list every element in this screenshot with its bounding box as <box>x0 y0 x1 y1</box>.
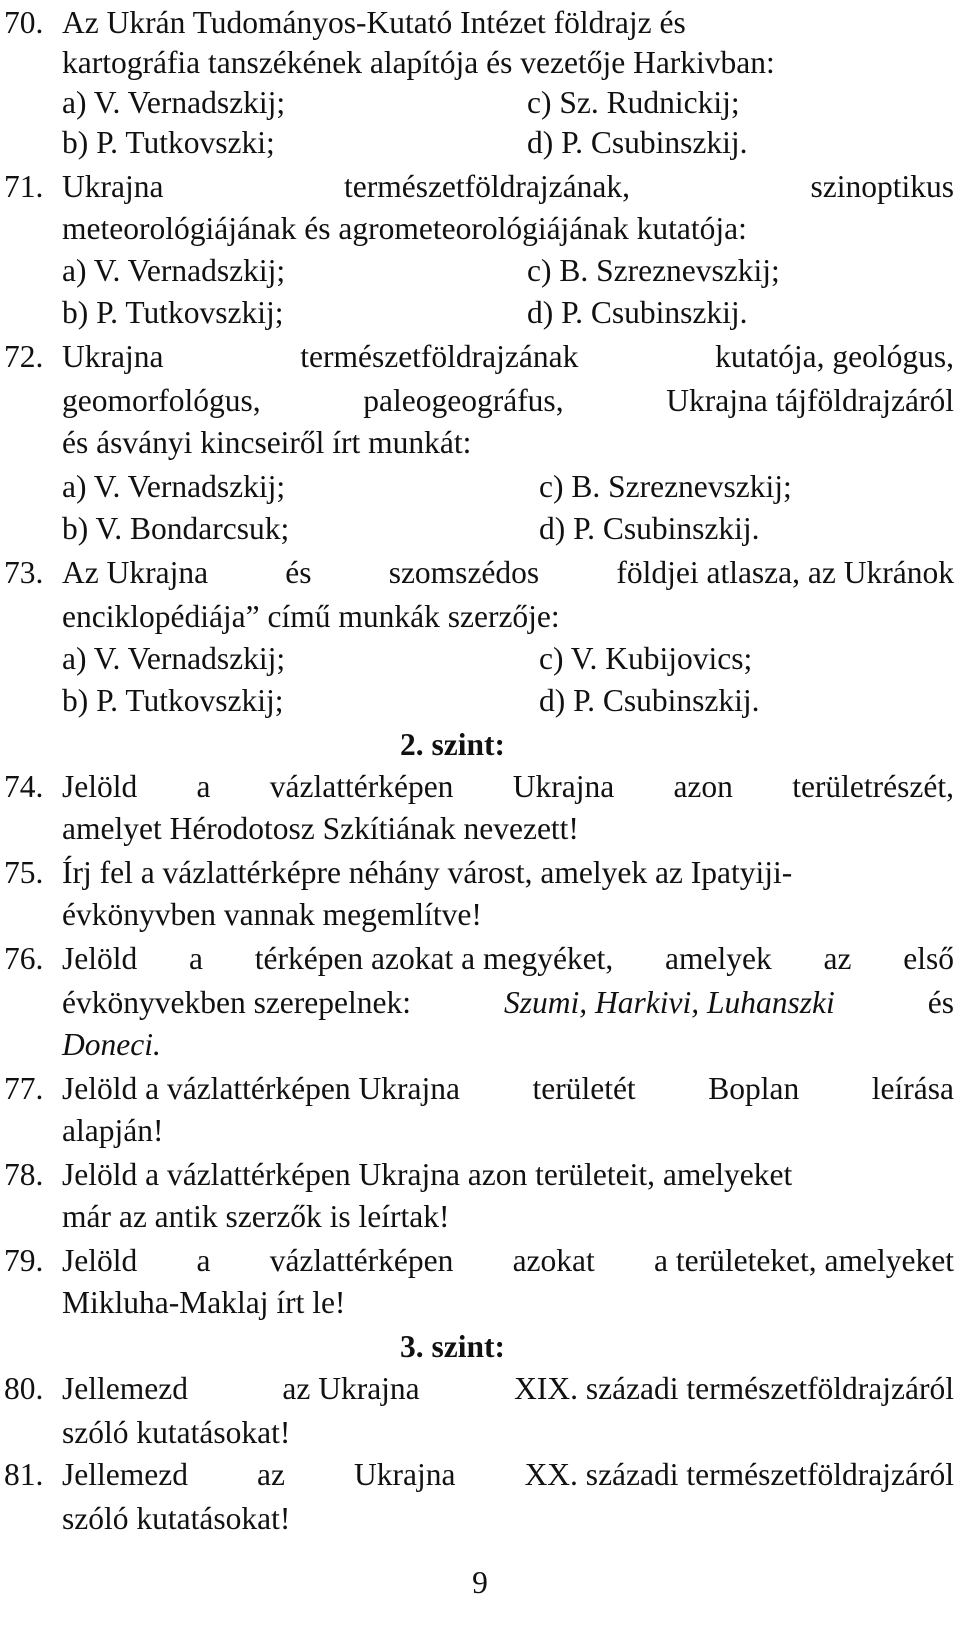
word: Ukrajna <box>354 1457 456 1492</box>
word: Ukrajna <box>62 339 164 374</box>
word: XX. századi természetföldrajzáról <box>524 1457 954 1492</box>
question-70-options-bd <box>4 120 954 166</box>
word: amelyek <box>665 941 772 976</box>
question-76-line-3 <box>4 1022 954 1068</box>
word: a területeket, amelyeket <box>654 1243 954 1278</box>
question-73-line-1 <box>4 550 954 596</box>
question-text-justified <box>62 334 954 380</box>
question-text: enciklopédiája” című munkák szerzője: <box>62 599 560 634</box>
word: geomorfológus, <box>62 383 261 418</box>
question-number: 74. <box>4 769 44 804</box>
option-d: d) P. Csubinszkij. <box>527 125 748 160</box>
question-text-justified <box>62 1366 954 1412</box>
option-c: c) B. Szreznevszkij; <box>527 253 780 288</box>
word: azon <box>673 769 733 804</box>
question-text-justified <box>62 550 954 596</box>
option-a: a) V. Vernadszkij; <box>62 85 286 120</box>
option-d: d) P. Csubinszkij. <box>539 683 760 718</box>
question-text: meteorológiájának és agrometeorológiájának kutatója: <box>62 211 747 246</box>
question-text-justified <box>62 1452 954 1498</box>
question-number: 78. <box>4 1157 44 1192</box>
word: az <box>823 941 852 976</box>
question-74-line-1 <box>4 764 954 810</box>
question-text-justified <box>62 164 954 210</box>
question-73-options-ac <box>4 636 954 682</box>
question-text-justified <box>62 1238 954 1284</box>
level-2-heading-row <box>4 722 954 768</box>
question-text: Az Ukrán Tudományos-Kutató Intézet földrajz és <box>62 5 686 40</box>
word: paleogeográfus, <box>363 383 564 418</box>
question-number: 76. <box>4 941 44 976</box>
word: azokat <box>512 1243 595 1278</box>
word: vázlattérképen <box>269 1243 454 1278</box>
word: kutatója, geológus, <box>715 339 954 374</box>
option-b: b) V. Bondarcsuk; <box>62 511 290 546</box>
question-text: alapján! <box>62 1113 164 1148</box>
question-text: Írj fel a vázlattérképre néhány várost, amelyek az Ipatyiji- <box>62 855 793 890</box>
word: területrészét, <box>792 769 954 804</box>
option-b: b) P. Tutkovszkij; <box>62 295 284 330</box>
county-list: Szumi, Harkivi, Luhanszki <box>503 985 835 1020</box>
word: és <box>927 985 954 1020</box>
word: XIX. századi természetföldrajzáról <box>514 1371 954 1406</box>
word: földjei atlasza, az Ukránok <box>616 555 954 590</box>
question-text-justified <box>62 1066 954 1112</box>
question-text: és ásványi kincseiről írt munkát: <box>62 425 472 460</box>
option-d: d) P. Csubinszkij. <box>539 511 760 546</box>
question-81-line-1 <box>4 1452 954 1498</box>
question-79-line-1 <box>4 1238 954 1284</box>
word: Boplan <box>708 1071 800 1106</box>
question-text: szóló kutatásokat! <box>62 1501 291 1536</box>
word: Jellemezd <box>62 1371 188 1406</box>
question-75-line-2 <box>4 892 954 938</box>
level-heading: 3. szint: <box>400 1329 505 1364</box>
option-b: b) P. Tutkovszkij; <box>62 683 284 718</box>
word: az <box>257 1457 285 1492</box>
level-3-heading-row <box>4 1324 954 1370</box>
text-segment: évkönyvekben szerepelnek: <box>62 985 411 1020</box>
word: a <box>189 941 203 976</box>
level-heading: 2. szint: <box>400 727 505 762</box>
option-a: a) V. Vernadszkij; <box>62 253 286 288</box>
word: szomszédos <box>388 555 540 590</box>
question-71-line-1 <box>4 164 954 210</box>
option-d: d) P. Csubinszkij. <box>527 295 748 330</box>
question-number: 71. <box>4 169 44 204</box>
word: Jelöld <box>62 941 138 976</box>
question-76-line-2 <box>4 980 954 1026</box>
option-b: b) P. Tutkovszki; <box>62 125 275 160</box>
option-c: c) Sz. Rudnickij; <box>527 85 740 120</box>
question-number: 79. <box>4 1243 44 1278</box>
word: vázlattérképen <box>269 769 454 804</box>
word: szinoptikus <box>810 169 954 204</box>
question-text-justified <box>62 936 954 982</box>
word: területét <box>532 1071 636 1106</box>
question-71-line-2 <box>4 206 954 252</box>
question-71-options-ac <box>4 248 954 294</box>
word: első <box>903 941 954 976</box>
page-number: 9 <box>472 1565 488 1600</box>
question-71-options-bd <box>4 290 954 336</box>
question-number: 72. <box>4 339 44 374</box>
word: Jelöld a vázlattérképen Ukrajna <box>62 1071 460 1106</box>
question-72-options-bd <box>4 506 954 552</box>
option-a: a) V. Vernadszkij; <box>62 641 286 676</box>
question-80-line-2 <box>4 1410 954 1456</box>
word: Az Ukrajna <box>62 555 209 590</box>
question-text: amelyet Hérodotosz Szkítiának nevezett! <box>62 811 579 846</box>
word: és <box>285 555 312 590</box>
word: természetföldrajzának <box>300 339 579 374</box>
word: a <box>196 769 211 804</box>
question-text: szóló kutatásokat! <box>62 1415 291 1450</box>
question-text: Mikluha-Maklaj írt le! <box>62 1285 346 1320</box>
question-number: 77. <box>4 1071 44 1106</box>
word: az Ukrajna <box>282 1371 420 1406</box>
question-text: kartográfia tanszékének alapítója és vezetője Harkivban: <box>62 45 775 80</box>
word: a <box>196 1243 211 1278</box>
word: leírása <box>871 1071 954 1106</box>
word: Jellemezd <box>62 1457 188 1492</box>
question-78-line-1 <box>4 1152 954 1198</box>
question-77-line-2 <box>4 1108 954 1154</box>
question-number: 70. <box>4 5 44 40</box>
question-text-justified <box>62 378 954 424</box>
question-77-line-1 <box>4 1066 954 1112</box>
word: Ukrajna <box>62 169 164 204</box>
word: Jelöld <box>62 1243 138 1278</box>
word: Jelöld <box>62 769 138 804</box>
question-number: 80. <box>4 1371 44 1406</box>
question-74-line-2 <box>4 806 954 852</box>
word: térképen azokat a megyéket, <box>254 941 614 976</box>
question-text-justified <box>62 764 954 810</box>
question-text: már az antik szerzők is leírtak! <box>62 1199 450 1234</box>
county-name: Doneci. <box>62 1027 161 1062</box>
question-number: 81. <box>4 1457 44 1492</box>
question-79-line-2 <box>4 1280 954 1326</box>
question-72-line-1 <box>4 334 954 380</box>
word: Ukrajna <box>512 769 615 804</box>
question-73-options-bd <box>4 678 954 724</box>
question-78-line-2 <box>4 1194 954 1240</box>
question-number: 73. <box>4 555 44 590</box>
option-a: a) V. Vernadszkij; <box>62 469 286 504</box>
question-text-justified <box>62 980 954 1026</box>
question-80-line-1 <box>4 1366 954 1412</box>
question-72-options-ac <box>4 464 954 510</box>
word: Ukrajna tájföldrajzáról <box>666 383 954 418</box>
question-76-line-1 <box>4 936 954 982</box>
question-81-line-2 <box>4 1496 954 1542</box>
question-text: Jelöld a vázlattérképen Ukrajna azon területeit, amelyeket <box>62 1157 793 1192</box>
question-72-line-2 <box>4 378 954 424</box>
option-c: c) B. Szreznevszkij; <box>539 469 792 504</box>
question-72-line-3 <box>4 420 954 466</box>
question-73-line-2 <box>4 594 954 640</box>
question-75-line-1 <box>4 850 954 896</box>
option-c: c) V. Kubijovics; <box>539 641 753 676</box>
question-number: 75. <box>4 855 44 890</box>
word: természetföldrajzának, <box>343 169 630 204</box>
question-text: évkönyvben vannak megemlítve! <box>62 897 482 932</box>
